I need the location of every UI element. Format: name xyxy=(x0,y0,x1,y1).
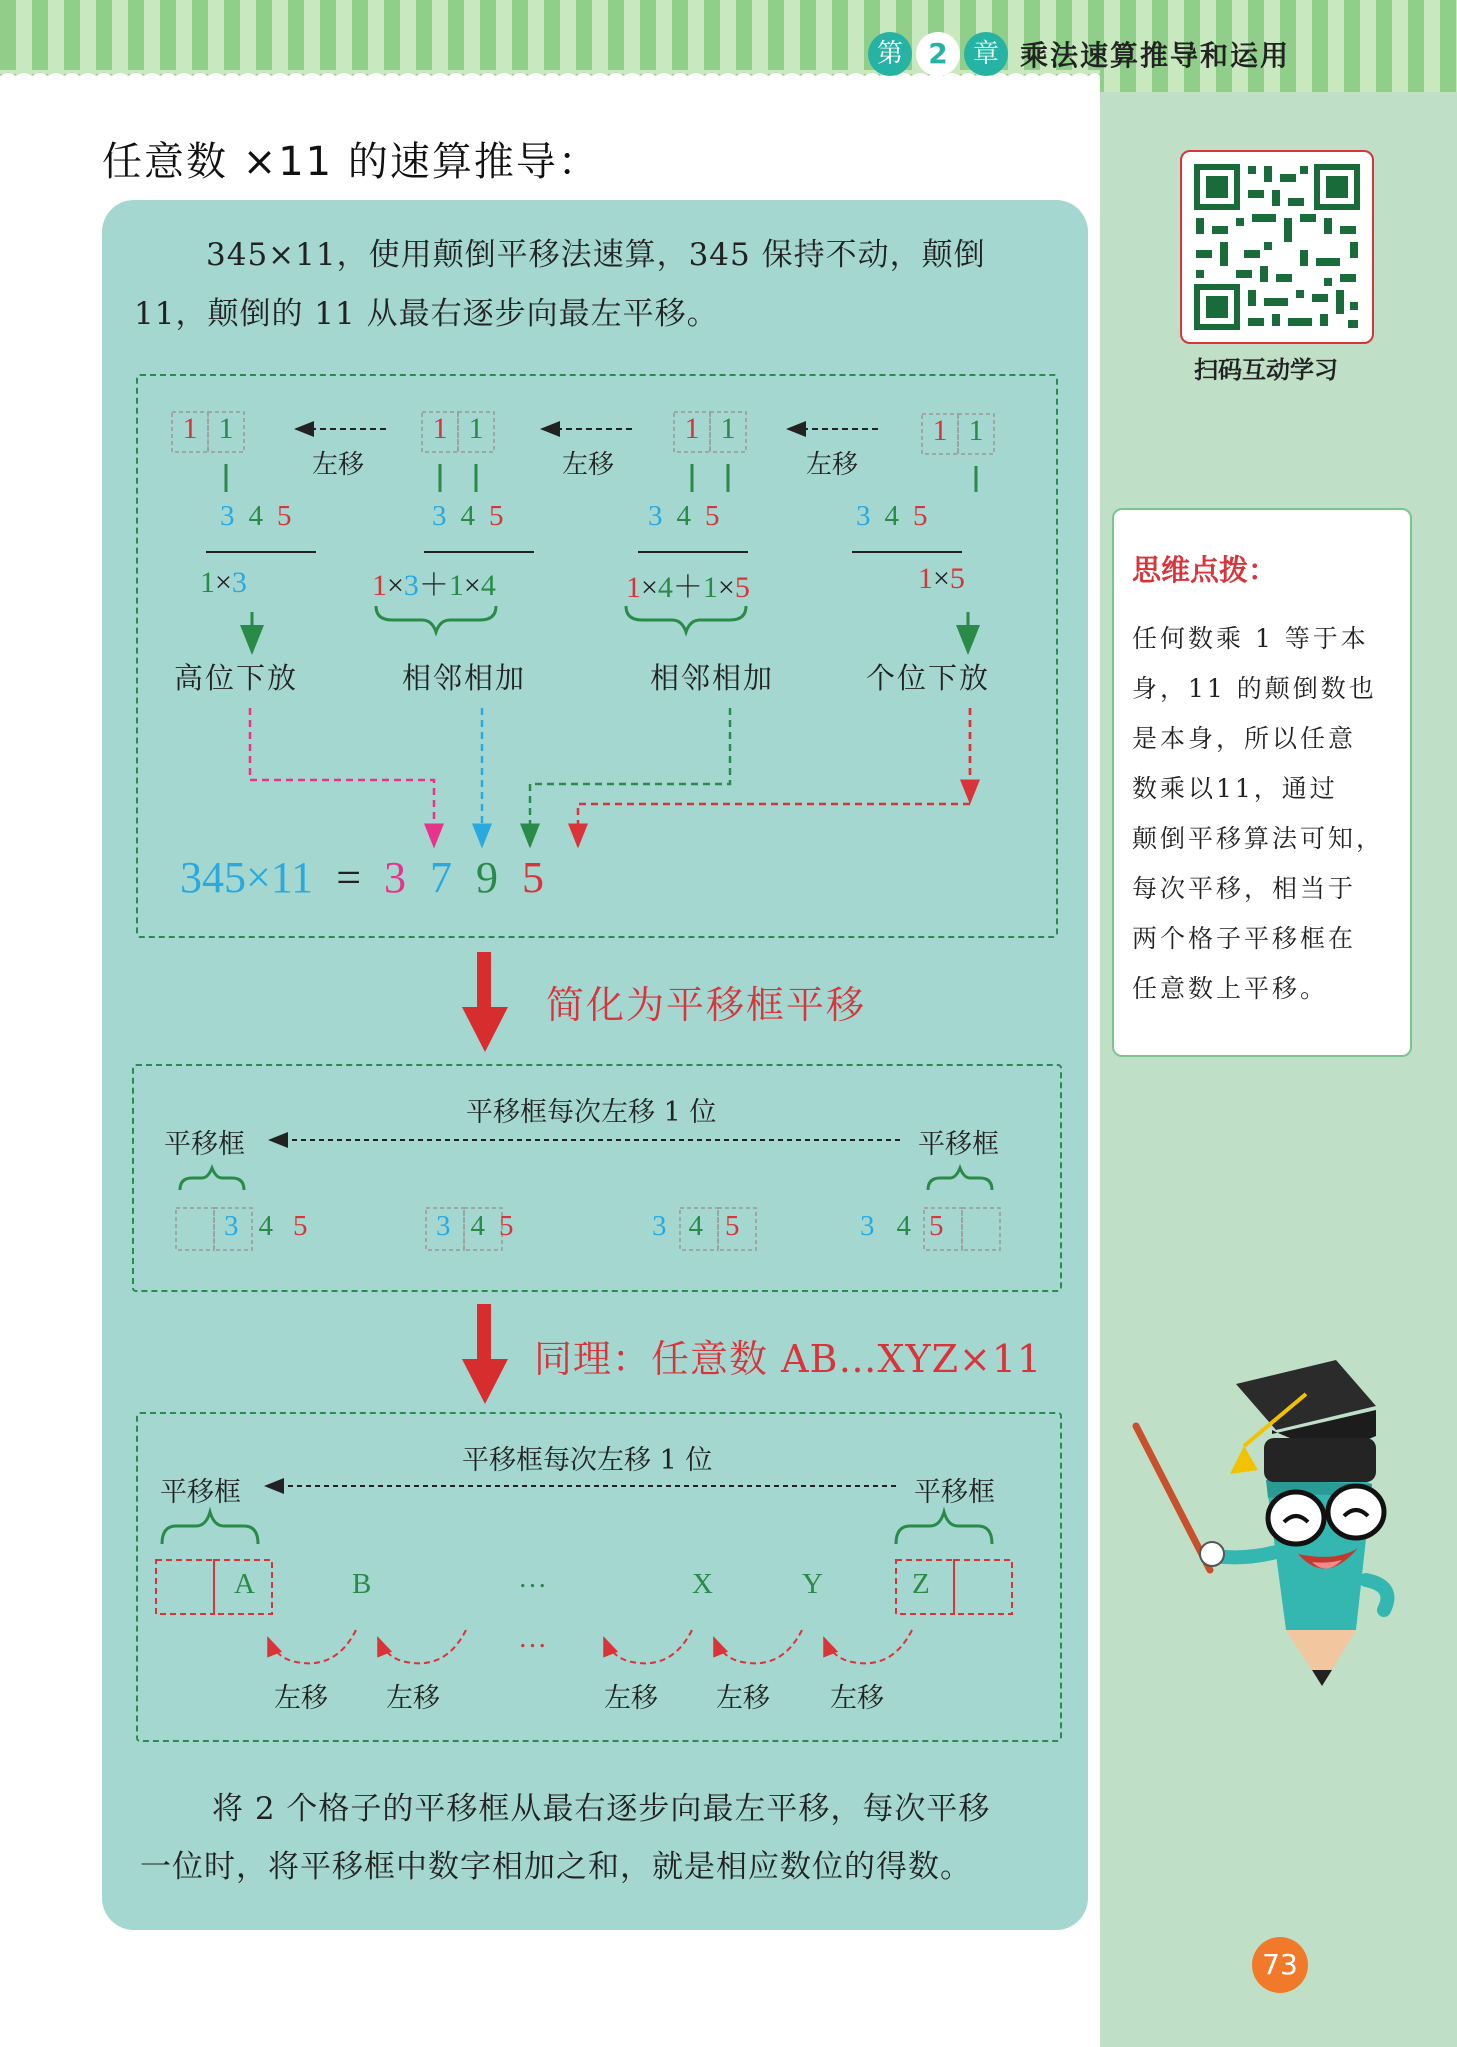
digit-5: 5 xyxy=(277,500,306,532)
letter-z: Z xyxy=(912,1568,930,1600)
box-label-left: 平移框 xyxy=(164,1129,245,1160)
arrow-2-label: 同理：任意数 AB…XYZ×11 xyxy=(534,1337,1043,1381)
thinking-body xyxy=(1132,614,1408,1014)
equation xyxy=(180,852,544,903)
digit-3: 3 xyxy=(652,1210,667,1242)
sidebar-panel xyxy=(1100,92,1457,2047)
digit-5: 5 xyxy=(489,500,518,532)
letter-ellipsis: … xyxy=(518,1562,547,1594)
digits-group-1 xyxy=(220,500,306,533)
op-4: 1×5 xyxy=(918,562,965,595)
chapter-number: 2 xyxy=(916,32,960,76)
chapter-suffix: 章 xyxy=(964,32,1008,76)
letter-b: B xyxy=(352,1568,372,1600)
pair-1-left-digit: 1 xyxy=(182,412,198,445)
digit-4: 4 xyxy=(248,500,277,532)
digit-3: 3 xyxy=(224,1210,239,1242)
chapter-title: 乘法速算推导和运用 xyxy=(1020,39,1291,72)
digit-3: 3 xyxy=(648,500,677,532)
result-digit-4: 5 xyxy=(522,853,545,902)
digit-5: 5 xyxy=(913,500,942,532)
thinking-line-8: 任意数上平移。 xyxy=(1132,974,1329,1003)
move-label-3: 左移 xyxy=(806,450,859,480)
digits-group-4 xyxy=(856,500,942,533)
thinking-title: 思维点拨： xyxy=(1132,553,1278,587)
digit-5: 5 xyxy=(725,1210,740,1242)
step-label-4: 个位下放 xyxy=(866,661,991,695)
chapter-heading xyxy=(868,32,1457,76)
digit-3: 3 xyxy=(860,1210,875,1242)
result-digit-1: 3 xyxy=(384,853,407,902)
digit-3: 3 xyxy=(856,500,885,532)
step-label-2: 相邻相加 xyxy=(402,661,527,695)
result-digit-2: 7 xyxy=(430,853,453,902)
digit-4: 4 xyxy=(470,1210,485,1242)
qr-pattern-icon xyxy=(1182,152,1372,342)
general-move-label-2: 左移 xyxy=(386,1683,440,1714)
digit-5: 5 xyxy=(929,1210,944,1242)
digit-3: 3 xyxy=(220,500,249,532)
letter-x: X xyxy=(692,1568,713,1600)
slide-row-2 xyxy=(436,1210,514,1243)
op-2: 1×3＋1×4 xyxy=(372,569,496,602)
digit-3: 3 xyxy=(436,1210,451,1242)
digits-group-3 xyxy=(648,500,734,533)
thinking-line-1: 任何数乘 1 等于本 xyxy=(1132,624,1369,653)
thinking-line-7: 两个格子平移框在 xyxy=(1132,924,1357,953)
thinking-line-2: 身，11 的颠倒数也 xyxy=(1132,674,1377,703)
down-arrow-1 xyxy=(462,952,508,1052)
result-digit-3: 9 xyxy=(476,853,499,902)
letter-y: Y xyxy=(802,1568,823,1600)
move-label-1: 左移 xyxy=(312,450,365,480)
section-title: 任意数 ×11 的速算推导： xyxy=(102,139,600,185)
thinking-line-6: 每次平移，相当于 xyxy=(1132,874,1357,903)
pair-2-right-digit: 1 xyxy=(468,412,484,445)
intro-line-2: 11，颠倒的 11 从最右逐步向最左平移。 xyxy=(134,296,719,332)
move-label-2: 左移 xyxy=(562,450,615,480)
digit-5: 5 xyxy=(705,500,734,532)
digit-4: 4 xyxy=(460,500,489,532)
slide-caption: 平移框每次左移 1 位 xyxy=(466,1097,717,1128)
pair-3-right-digit: 1 xyxy=(720,412,736,445)
general-move-label-1: 左移 xyxy=(274,1683,328,1714)
digit-4: 4 xyxy=(676,500,705,532)
arrows-ellipsis: … xyxy=(518,1622,547,1654)
digit-4: 4 xyxy=(884,500,913,532)
equals-sign: = xyxy=(336,853,362,902)
op-3: 1×4＋1×5 xyxy=(626,571,750,604)
slide-row-3 xyxy=(652,1210,740,1243)
step-label-3: 相邻相加 xyxy=(650,661,775,695)
general-box-label-right: 平移框 xyxy=(914,1477,995,1508)
chapter-prefix: 第 xyxy=(868,32,912,76)
digit-4: 4 xyxy=(896,1210,911,1242)
pair-1-right-digit: 1 xyxy=(218,412,234,445)
general-box-label-left: 平移框 xyxy=(160,1477,241,1508)
thinking-line-3: 是本身，所以任意 xyxy=(1132,724,1357,753)
general-move-label-5: 左移 xyxy=(830,1683,884,1714)
general-move-label-4: 左移 xyxy=(716,1683,770,1714)
pair-3-left-digit: 1 xyxy=(684,412,700,445)
slide-row-4 xyxy=(860,1210,944,1243)
qr-caption: 扫码互动学习 xyxy=(1194,356,1338,384)
digit-4: 4 xyxy=(688,1210,703,1242)
digit-3: 3 xyxy=(432,500,461,532)
digit-5: 5 xyxy=(293,1210,308,1242)
pencil-mascot-icon xyxy=(1126,1350,1406,1700)
equation-left: 345×11 xyxy=(180,853,314,902)
pair-4-right-digit: 1 xyxy=(968,414,984,447)
box-label-right: 平移框 xyxy=(918,1129,999,1160)
general-move-label-3: 左移 xyxy=(604,1683,658,1714)
digits-group-2 xyxy=(432,500,518,533)
conclusion-line-2: 一位时，将平移框中数字相加之和，就是相应数位的得数。 xyxy=(140,1849,972,1885)
down-arrow-2 xyxy=(462,1304,508,1404)
op-1: 1×3 xyxy=(200,566,247,599)
intro-line-1: 345×11，使用颠倒平移法速算，345 保持不动，颠倒 xyxy=(206,237,986,273)
slide-row-1 xyxy=(224,1210,308,1243)
thinking-line-4: 数乘以11，通过 xyxy=(1132,774,1338,803)
general-caption: 平移框每次左移 1 位 xyxy=(462,1445,713,1476)
sliding-box-graphics xyxy=(132,1064,1058,1288)
thinking-line-5: 颠倒平移算法可知， xyxy=(1132,824,1385,853)
digit-5: 5 xyxy=(499,1210,514,1242)
pair-2-left-digit: 1 xyxy=(432,412,448,445)
digit-4: 4 xyxy=(258,1210,273,1242)
conclusion-line-1: 将 2 个格子的平移框从最右逐步向最左平移，每次平移 xyxy=(212,1791,991,1827)
letter-a: A xyxy=(234,1568,255,1600)
arrow-1-label: 简化为平移框平移 xyxy=(546,983,867,1027)
step-label-1: 高位下放 xyxy=(174,661,299,695)
pair-4-left-digit: 1 xyxy=(932,414,948,447)
page-number: 73 xyxy=(1252,1937,1308,1993)
qr-code[interactable] xyxy=(1180,150,1374,344)
